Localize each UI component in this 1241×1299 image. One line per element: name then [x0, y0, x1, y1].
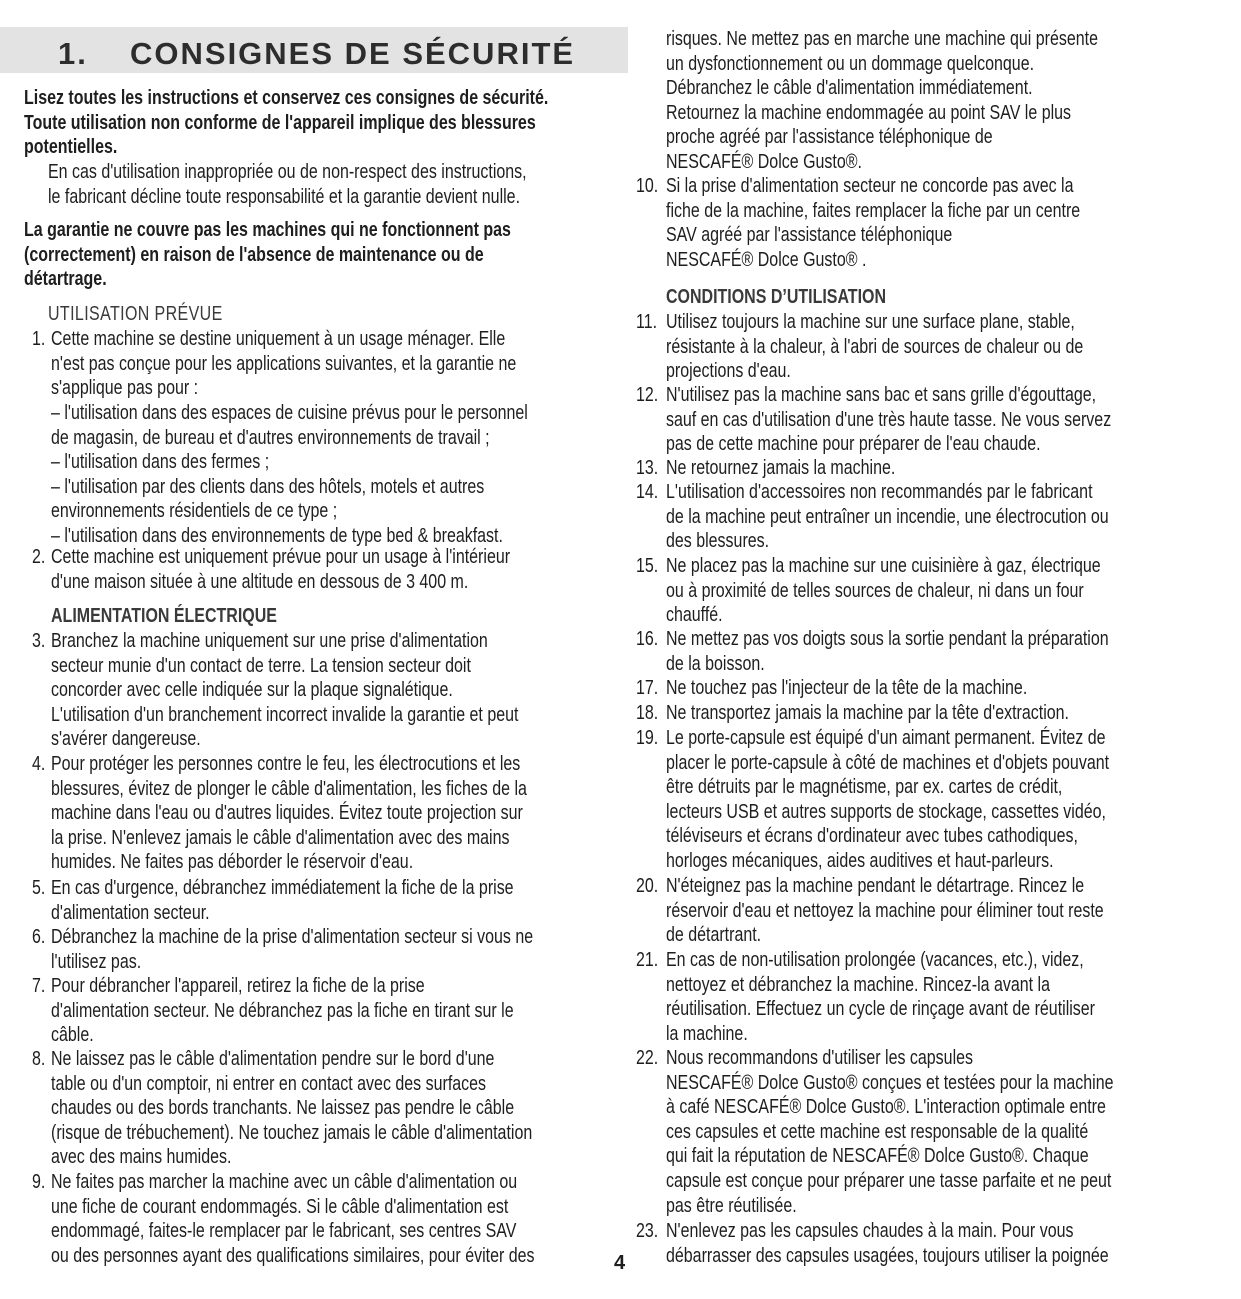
item-17-line: Ne touchez pas l'injecteur de la tête de la machine. [666, 676, 1028, 699]
item-7-line: câble. [51, 1023, 94, 1047]
item-20-line: N'éteignez pas la machine pendant le détartrage. Rincez le [666, 874, 1085, 897]
item-2-number: 2. [32, 545, 46, 568]
item-18-line: Ne transportez jamais la machine par la tête d'extraction. [666, 701, 1070, 724]
item-2-line: Cette machine est uniquement prévue pour un usage à l'intérieur [51, 545, 511, 568]
item-6-line: l'utilisez pas. [51, 949, 142, 973]
item-4-line: humides. Ne faites pas déborder le réservoir d'eau. [51, 850, 414, 874]
heading-alimentation: ALIMENTATION ÉLECTRIQUE [51, 604, 277, 627]
intro-bold-line: Lisez toutes les instructions et conservez ces consignes de sécurité. [24, 86, 549, 109]
item-15-line: Ne placez pas la machine sur une cuisinière à gaz, électrique [666, 554, 1101, 577]
item-23-line: débarrasser des capsules usagées, toujours utiliser la poignée [666, 1243, 1109, 1267]
item-11-number: 11. [636, 310, 658, 333]
item-10-line: SAV agréé par l'assistance téléphonique [666, 223, 953, 247]
item-3-number: 3. [32, 629, 46, 652]
item-21-line: nettoyez et débranchez la machine. Rincez-la avant la [666, 972, 1050, 996]
item-13-number: 13. [636, 456, 659, 479]
item-22-line: capsule est conçue pour préparer une tasse parfaite et ne peut [666, 1169, 1112, 1192]
item-1-list-line: – l'utilisation dans des fermes ; [51, 450, 270, 474]
item-12-line: N'utilisez pas la machine sans bac et sans grille d'égouttage, [666, 383, 1097, 406]
item-9-continued-line: un dysfonctionnement ou un dommage quelconque. [666, 51, 1035, 75]
section-title: CONSIGNES DE SÉCURITÉ [130, 36, 576, 71]
item-23-line: N'enlevez pas les capsules chaudes à la main. Pour vous [666, 1219, 1074, 1242]
item-9-continued-line: Débranchez le câble d'alimentation immédiatement. [666, 76, 1033, 100]
item-8-number: 8. [32, 1047, 46, 1070]
item-9-line: ou des personnes ayant des qualifications similaires, pour éviter des [51, 1243, 535, 1267]
item-3-line: secteur munie d'un contact de terre. La tension secteur doit [51, 653, 471, 677]
item-4-number: 4. [32, 752, 46, 775]
item-15-number: 15. [636, 554, 659, 577]
item-16-number: 16. [636, 627, 659, 650]
item-1-list-line: environnements résidentiels de ce type ; [51, 499, 338, 523]
item-10-line: fiche de la machine, faites remplacer la fiche par un centre [666, 198, 1081, 222]
warranty-note-line: La garantie ne couvre pas les machines qui ne fonctionnent pas [24, 218, 511, 241]
intro-text-line: En cas d'utilisation inappropriée ou de non-respect des instructions, [48, 160, 527, 183]
item-11-line: Utilisez toujours la machine sur une surface plane, stable, [666, 310, 1075, 333]
item-23-number: 23. [636, 1219, 659, 1242]
item-1-list-line: – l'utilisation par des clients dans des hôtels, motels et autres [51, 474, 485, 498]
item-9-line: une fiche de courant endommagés. Si le câble d'alimentation est [51, 1194, 509, 1218]
item-5-line: d'alimentation secteur. [51, 900, 210, 924]
item-9-number: 9. [32, 1170, 46, 1193]
item-8-line: Ne laissez pas le câble d'alimentation pendre sur le bord d'une [51, 1047, 495, 1070]
item-1-line: s'applique pas pour : [51, 376, 199, 400]
item-3-line: concorder avec celle indiquée sur la plaque signalétique. [51, 678, 453, 702]
item-5-line: En cas d'urgence, débranchez immédiatement la fiche de la prise [51, 876, 514, 899]
item-20-line: réservoir d'eau et nettoyez la machine pour éliminer tout reste [666, 898, 1104, 922]
item-1-line: n'est pas conçue pour les applications suivantes, et la garantie ne [51, 351, 517, 375]
item-10-number: 10. [636, 174, 659, 197]
item-17-number: 17. [636, 676, 659, 699]
item-12-line: sauf en cas d'utilisation d'une très haute tasse. Ne vous servez [666, 407, 1112, 431]
item-1-line: Cette machine se destine uniquement à un usage ménager. Elle [51, 327, 506, 350]
item-1-list-line: de magasin, de bureau et d'autres environnements de travail ; [51, 425, 490, 449]
item-21-line: réutilisation. Effectuez un cycle de rinçage avant de réutiliser [666, 997, 1096, 1021]
item-1-number: 1. [32, 327, 46, 350]
item-8-line: table ou d'un comptoir, ni entrer en contact avec des surfaces [51, 1071, 487, 1095]
page-number: 4 [614, 1252, 626, 1274]
warranty-note-line: (correctement) en raison de l'absence de maintenance ou de [24, 242, 484, 266]
item-15-line: ou à proximité de telles sources de chaleur, ni dans un four [666, 578, 1084, 602]
item-7-line: Pour débrancher l'appareil, retirez la fiche de la prise [51, 974, 425, 997]
item-9-continued-line: NESCAFÉ® Dolce Gusto®. [666, 150, 862, 173]
item-14-number: 14. [636, 480, 659, 503]
item-9-line: Ne faites pas marcher la machine avec un câble d'alimentation ou [51, 1170, 518, 1193]
item-13-line: Ne retournez jamais la machine. [666, 456, 896, 479]
item-20-line: de détartrant. [666, 923, 762, 947]
item-12-number: 12. [636, 383, 659, 406]
item-7-number: 7. [32, 974, 46, 997]
item-2-line: d'une maison située à une altitude en dessous de 3 400 m. [51, 569, 469, 593]
item-10-line: Si la prise d'alimentation secteur ne concorde pas avec la [666, 174, 1074, 197]
item-4-line: blessures, évitez de plonger le câble d'alimentation, les fiches de la [51, 776, 527, 800]
item-14-line: des blessures. [666, 529, 770, 553]
intro-bold-line: Toute utilisation non conforme de l'appareil implique des blessures [24, 110, 536, 134]
item-19-line: placer le porte-capsule à côté de machines et d'objets pouvant [666, 750, 1110, 774]
item-5-number: 5. [32, 876, 46, 899]
item-11-line: résistante à la chaleur, à l'abri de sources de chaleur ou de [666, 334, 1084, 358]
item-21-number: 21. [636, 948, 659, 971]
item-19-line: être détruits par le magnétisme, par ex. cartes de crédit, [666, 775, 1063, 799]
item-3-line: s'avérer dangereuse. [51, 727, 201, 751]
item-22-line: ces capsules et cette machine est responsable de la qualité [666, 1119, 1089, 1143]
item-15-line: chauffé. [666, 603, 723, 627]
intro-text-line: le fabricant décline toute responsabilité et la garantie devient nulle. [48, 184, 521, 208]
item-9-continued-line: proche agréé par l'assistance téléphonique de [666, 125, 993, 149]
intro-bold-line: potentielles. [24, 135, 118, 159]
item-9-continued-line: Retournez la machine endommagée au point SAV le plus [666, 100, 1072, 124]
item-19-line: lecteurs USB et autres supports de stockage, cassettes vidéo, [666, 799, 1106, 823]
item-22-line: NESCAFÉ® Dolce Gusto® conçues et testées pour la machine [666, 1070, 1114, 1094]
item-22-line: à café NESCAFÉ® Dolce Gusto®. L'interaction optimale entre [666, 1095, 1106, 1119]
item-19-line: horloges mécaniques, aides auditives et haut-parleurs. [666, 849, 1054, 872]
item-19-number: 19. [636, 726, 659, 749]
item-9-continued-line: risques. Ne mettez pas en marche une machine qui présente [666, 27, 1098, 50]
item-1-list-line: – l'utilisation dans des espaces de cuisine prévus pour le personnel [51, 401, 528, 424]
item-22-line: qui fait la réputation de NESCAFÉ® Dolce Gusto®. Chaque [666, 1144, 1089, 1168]
section-number: 1. [58, 36, 88, 71]
heading-conditions: CONDITIONS D’UTILISATION [666, 285, 887, 308]
item-12-line: pas de cette machine pour préparer de l'eau chaude. [666, 432, 1041, 456]
item-20-number: 20. [636, 874, 659, 897]
item-18-number: 18. [636, 701, 659, 724]
item-8-line: (risque de trébuchement). Ne touchez jamais le câble d'alimentation [51, 1120, 533, 1144]
item-19-line: téléviseurs et écrans d'ordinateur avec tubes cathodiques, [666, 824, 1078, 848]
item-16-line: de la boisson. [666, 651, 765, 675]
item-8-line: chaudes ou des bords tranchants. Ne laissez pas pendre le câble [51, 1096, 515, 1120]
item-4-line: la prise. N'enlevez jamais le câble d'alimentation avec des mains [51, 825, 510, 849]
item-3-line: Branchez la machine uniquement sur une prise d'alimentation [51, 629, 488, 652]
item-14-line: L'utilisation d'accessoires non recommandés par le fabricant [666, 480, 1093, 503]
item-11-line: projections d'eau. [666, 359, 791, 383]
item-6-line: Débranchez la machine de la prise d'alimentation secteur si vous ne [51, 925, 534, 948]
item-8-line: avec des mains humides. [51, 1145, 232, 1169]
warranty-note-line: détartrage. [24, 267, 107, 291]
item-4-line: machine dans l'eau ou d'autres liquides. Évitez toute projection sur [51, 801, 523, 825]
item-7-line: d'alimentation secteur. Ne débranchez pas la fiche en tirant sur le [51, 998, 514, 1022]
item-22-number: 22. [636, 1046, 659, 1069]
heading-utilisation-prevue: UTILISATION PRÉVUE [48, 302, 223, 325]
item-14-line: de la machine peut entraîner un incendie, une électrocution ou [666, 504, 1109, 528]
item-19-line: Le porte-capsule est équipé d'un aimant permanent. Évitez de [666, 726, 1106, 749]
section-heading [58, 36, 575, 72]
item-16-line: Ne mettez pas vos doigts sous la sortie pendant la préparation [666, 627, 1109, 650]
item-1-list-line: – l'utilisation dans des environnements de type bed & breakfast. [51, 524, 503, 547]
item-4-line: Pour protéger les personnes contre le feu, les électrocutions et les [51, 752, 521, 775]
item-22-line: pas être réutilisée. [666, 1193, 797, 1217]
item-21-line: En cas de non-utilisation prolongée (vacances, etc.), videz, [666, 948, 1084, 971]
item-9-line: endommagé, faites-le remplacer par le fabricant, ses centres SAV [51, 1219, 517, 1243]
item-10-line: NESCAFÉ® Dolce Gusto® . [666, 247, 867, 271]
item-22-line: Nous recommandons d'utiliser les capsules [666, 1046, 974, 1069]
item-21-line: la machine. [666, 1021, 748, 1045]
item-6-number: 6. [32, 925, 46, 948]
item-3-line: L'utilisation d'un branchement incorrect invalide la garantie et peut [51, 702, 519, 726]
